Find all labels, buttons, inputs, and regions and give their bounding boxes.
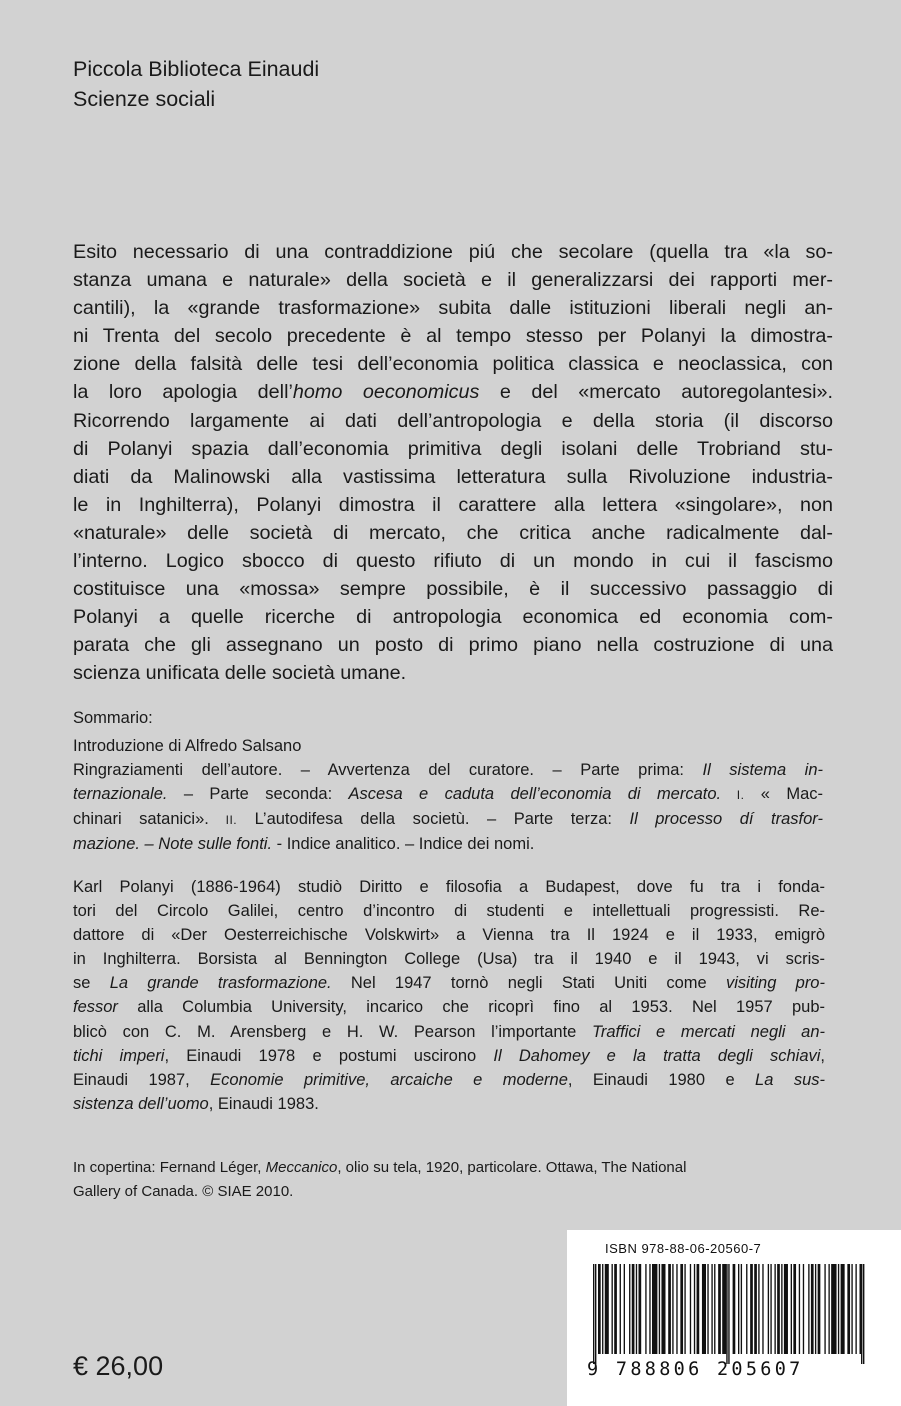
credits-line: Gallery of Canada. © SIAE 2010. (73, 1182, 294, 1200)
toc-italic: mazione. – Note sulle fonti. (73, 835, 273, 853)
toc-text: Ringraziamenti dell’autore. – Avvertenza del curatore. – Parte prima: (73, 761, 703, 779)
barcode-bar (636, 1264, 637, 1354)
barcode-bar (754, 1264, 757, 1354)
bio-line: dattore di «Der Oesterreichische Volskwirt» a Vienna tra Il 1924 e il 1933, emigrò (73, 926, 825, 945)
book-blurb (73, 238, 833, 688)
barcode-guard-bar (863, 1264, 864, 1364)
series-heading (73, 54, 319, 114)
barcode-bar (645, 1264, 646, 1354)
barcode-bar (841, 1264, 845, 1354)
barcode-bar (791, 1264, 792, 1354)
credits-text: In copertina: Fernand Léger, (73, 1159, 266, 1176)
bio-italic: tichi imperi (73, 1046, 165, 1065)
barcode-bar (718, 1264, 721, 1354)
toc-text: « Mac- (744, 785, 824, 803)
barcode-bar (750, 1264, 753, 1354)
bio-line (73, 995, 825, 1019)
barcode-guard-bar (726, 1264, 727, 1364)
barcode-bar (652, 1264, 657, 1354)
barcode-guard-bar (595, 1264, 596, 1364)
bio-line: in Inghilterra. Borsista al Bennington College (Usa) tra il 1940 e il 1943, vi scris- (73, 950, 825, 969)
blurb-line: l’interno. Logico sbocco di questo rifiuto di un mondo in cui il fascismo (73, 550, 833, 573)
barcode-bar (838, 1264, 839, 1354)
bio-italic: Economie primitive, arcaiche e moderne (210, 1070, 568, 1089)
cover-credits (73, 1156, 825, 1203)
series-name: Piccola Biblioteca Einaudi (73, 57, 320, 81)
price: € 26,00 (73, 1351, 164, 1381)
bio-line (73, 1020, 825, 1044)
credits-line (73, 1156, 825, 1180)
barcode-bar (746, 1264, 747, 1354)
barcode-guard-bar (593, 1264, 594, 1364)
blurb-line: «naturale» delle società di mercato, che critica anche radicalmente dal- (73, 521, 833, 544)
barcode-bar (774, 1264, 775, 1354)
toc-line: Introduzione di Alfredo Salsano (73, 737, 302, 755)
blurb-line: di Polanyi spazia dall’economia primitiva degli isolani delle Trobriand stu- (73, 437, 833, 460)
bio-italic: Traffici e mercati negli an- (592, 1022, 825, 1041)
summary-title: Sommario: (73, 709, 153, 727)
barcode-bar (828, 1264, 829, 1354)
barcode-bar (818, 1264, 821, 1354)
credits-italic: Meccanico (265, 1159, 338, 1176)
barcode-bar (722, 1264, 726, 1354)
blurb-line: scienza unificata delle società umane. (73, 662, 407, 685)
barcode-bar (714, 1264, 715, 1354)
bio-text: alla Columbia University, incarico che ricoprì fino al 1953. Nel 1957 pub- (117, 998, 825, 1017)
bio-text: blicò con C. M. Arensberg e H. W. Pearson l’importante (73, 1022, 593, 1041)
barcode-bar (697, 1264, 700, 1354)
blurb-line: diati da Malinowski alla vastissima letteratura sulla Rivoluzione industria- (73, 465, 833, 488)
credits-text: , olio su tela, 1920, particolare. Ottawa, The National (337, 1159, 687, 1176)
bio-text: , Einaudi 1983. (208, 1094, 319, 1113)
barcode-bar (808, 1264, 809, 1354)
bio-italic: Il Dahomey e la tratta degli schiavi (493, 1046, 821, 1065)
barcode-bar (676, 1264, 677, 1354)
bio-text: , Einaudi 1978 e postumi uscirono (164, 1046, 494, 1065)
barcode-bar (811, 1264, 814, 1354)
barcode-bar (612, 1264, 613, 1354)
toc-text: L’autodifesa della societù. – Parte terza: (237, 810, 630, 828)
series-subject: Scienze sociali (73, 87, 216, 111)
bio-italic: fessor (73, 998, 118, 1017)
barcode-bar (614, 1264, 617, 1354)
barcode-bar (639, 1264, 642, 1354)
bio-line (73, 1044, 825, 1068)
barcode-bar (707, 1264, 708, 1354)
barcode-bar (851, 1264, 852, 1354)
barcode-bar (661, 1264, 665, 1354)
bio-text: Einaudi 1987, (73, 1070, 211, 1089)
barcode-bar (605, 1264, 609, 1354)
bio-text: se (73, 974, 110, 993)
blurb-text: la loro apologia dell’ (73, 381, 293, 404)
barcode-bar (770, 1264, 771, 1354)
blurb-line: Ricorrendo largamente ai dati dell’antropologia e della storia (il discorso (73, 409, 833, 432)
barcode-bar (831, 1264, 836, 1354)
blurb-line: le in Inghilterra), Polanyi dimostra il carattere alla lettera «singolare», non (73, 493, 833, 516)
blurb-line: parata che gli assegnano un posto di primo piano nella costruzione di una (73, 634, 833, 657)
blurb-line (73, 378, 833, 406)
toc-italic: Il processo dí trasfor- (629, 810, 823, 828)
barcode-bar (847, 1264, 850, 1354)
table-of-contents (73, 734, 823, 856)
barcode-bar (702, 1264, 706, 1354)
toc-line (73, 807, 823, 832)
author-bio (73, 875, 825, 1116)
barcode-bar (793, 1264, 796, 1354)
isbn-barcode-panel (567, 1230, 901, 1406)
toc-line (73, 832, 823, 856)
barcode-guard-bar (728, 1264, 729, 1364)
bio-italic: La sus- (755, 1070, 825, 1089)
barcode-bar (762, 1264, 763, 1354)
bio-line (73, 971, 825, 995)
bio-text: , (820, 1046, 826, 1065)
blurb-italic: homo oeconomicus (292, 381, 480, 404)
barcode-bar (758, 1264, 759, 1354)
barcode-bar (815, 1264, 816, 1354)
toc-text: chinari satanici». (73, 810, 209, 828)
toc-italic: Ascesa e caduta dell’economia di mercato. (348, 785, 722, 803)
bio-italic: La grande trasformazione. (109, 974, 332, 993)
bio-line (73, 1068, 825, 1092)
barcode-bar (733, 1264, 736, 1354)
barcode-bar (777, 1264, 780, 1354)
barcode-bar (620, 1264, 621, 1354)
barcode-bar (632, 1264, 635, 1354)
bio-line (73, 1092, 825, 1116)
toc-line (73, 758, 823, 782)
toc-roman: II. (208, 813, 238, 827)
barcode-bar (672, 1264, 673, 1354)
isbn-label: ISBN 978-88-06-20560-7 (605, 1241, 762, 1256)
barcode-bar (855, 1264, 856, 1354)
blurb-line: costituisce una «mossa» sempre possibile, è il successivo passaggio di (73, 578, 833, 601)
bio-text: Nel 1947 tornò negli Stati Uniti come (331, 974, 726, 993)
blurb-line: ni Trenta del secolo precedente è al tempo stesso per Polanyi la dimostra- (73, 325, 833, 348)
bio-line: tori del Circolo Galilei, centro d’incontro di studenti e intellettuali progressisti. Re- (73, 902, 825, 921)
barcode-bar (649, 1264, 650, 1354)
bio-text: , Einaudi 1980 e (567, 1070, 756, 1089)
blurb-line: stanza umana e naturale» della società e il generalizzarsi dei rapporti mer- (73, 269, 833, 292)
barcode-bar (684, 1264, 685, 1354)
blurb-line: zione della falsità delle tesi dell’economia politica classica e neoclassica, con (73, 353, 833, 376)
barcode-bar (768, 1264, 769, 1354)
toc-italic: ternazionale. (73, 785, 168, 803)
bio-line: Karl Polanyi (1886-1964) studiò Diritto e filosofia a Budapest, dove fu tra i fonda- (73, 878, 825, 896)
barcode-bar (680, 1264, 683, 1354)
blurb-line: cantili), la «grande trasformazione» subita dalle istituzioni liberali negli an- (73, 297, 833, 320)
barcode-bar (824, 1264, 825, 1354)
barcode-bar (781, 1264, 782, 1354)
barcode-bar (711, 1264, 712, 1354)
toc-line (73, 782, 823, 807)
barcode-guard-bar (861, 1264, 862, 1364)
blurb-line: Esito necessario di una contraddizione piú che secolare (quella tra «la so- (73, 241, 833, 263)
isbn-digits: 9 788806 205607 (587, 1359, 804, 1380)
blurb-text: e del «mercato autoregolantesi». (479, 381, 833, 404)
barcode-bar (598, 1264, 601, 1354)
blurb-line: Polanyi a quelle ricerche di antropologia economica ed economia com- (73, 606, 833, 629)
barcode-icon (585, 1264, 875, 1364)
barcode-bar (629, 1264, 630, 1354)
toc-text: - Indice analitico. – Indice dei nomi. (272, 835, 535, 853)
barcode-bar (602, 1264, 603, 1354)
toc-italic: Il sistema in- (702, 761, 824, 779)
barcode-bar (738, 1264, 739, 1354)
barcode-bar (690, 1264, 691, 1354)
barcode-bar (624, 1264, 625, 1354)
barcode-bar (694, 1264, 695, 1354)
bio-italic: sistenza dell’uomo (73, 1094, 209, 1113)
toc-text: – Parte seconda: (167, 785, 349, 803)
bio-italic: visiting pro- (725, 974, 825, 993)
barcode-bar (741, 1264, 742, 1354)
barcode-bar (803, 1264, 804, 1354)
barcode-bar (668, 1264, 671, 1354)
toc-roman: I. (721, 788, 745, 802)
barcode-bar (784, 1264, 788, 1354)
barcode-bar (659, 1264, 660, 1354)
barcode-bar (799, 1264, 800, 1354)
